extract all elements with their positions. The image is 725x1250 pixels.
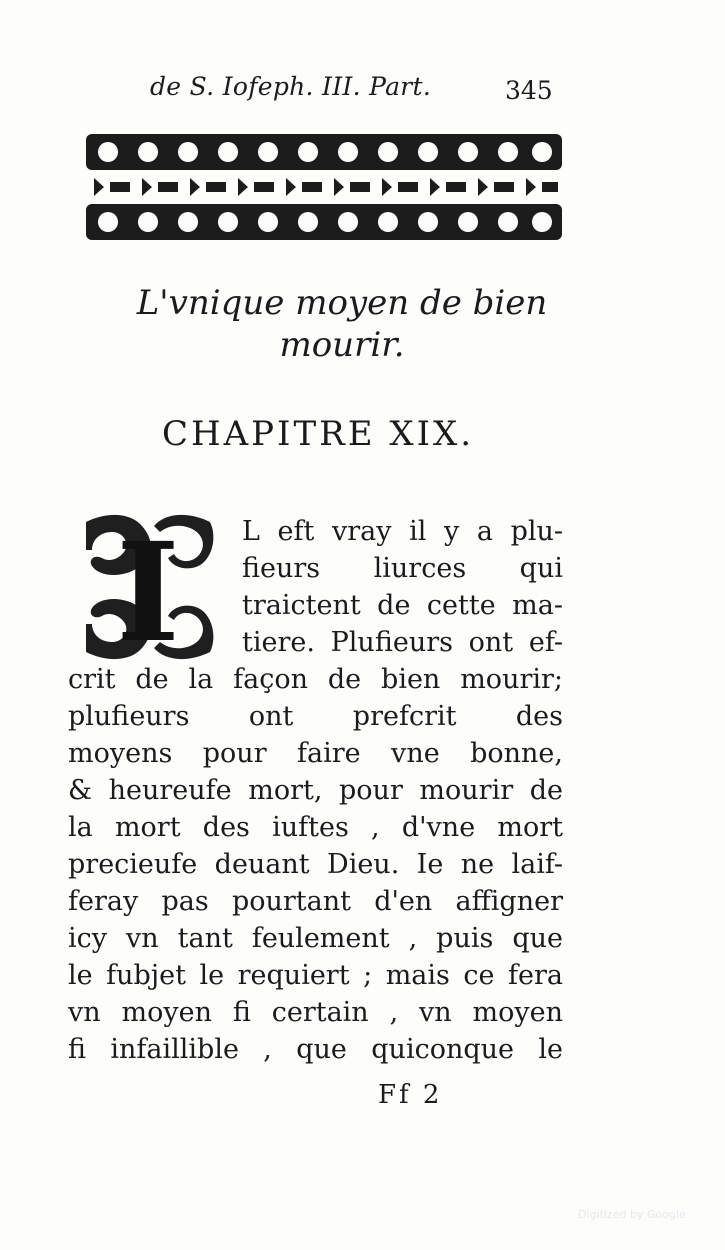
body-line-11: feray pas pourtant d'en affigner bbox=[68, 886, 563, 917]
body-line-15: fi infaillible , que quiconque le bbox=[68, 1034, 563, 1065]
drop-cap-letter: I bbox=[116, 513, 180, 662]
body-line-9: la mort des iuftes , d'vne mort bbox=[68, 812, 563, 843]
body-line-10: precieufe deuant Dieu. Ie ne laif- bbox=[68, 849, 563, 880]
body-line-6: plufieurs ont prefcrit des bbox=[68, 701, 563, 732]
body-line-12: icy vn tant feulement , puis que bbox=[68, 923, 563, 954]
body-line-7: moyens pour faire vne bonne, bbox=[68, 738, 563, 769]
body-line-1: L eft vray il y a plu- bbox=[242, 516, 563, 547]
body-line-4: tiere. Plufieurs ont ef- bbox=[242, 627, 563, 658]
chapter-title bbox=[92, 282, 592, 366]
chapter-heading: CHAPITRE XIX. bbox=[161, 414, 475, 454]
chapter-title-line-1: L'vnique moyen de bien bbox=[136, 283, 548, 323]
signature-mark: Ff 2 bbox=[378, 1080, 443, 1110]
body-line-13: le fubjet le requiert ; mais ce fera bbox=[68, 960, 563, 991]
running-head: de S. Iofeph. III. Part. bbox=[150, 72, 432, 101]
ornament-band bbox=[86, 134, 562, 240]
body-line-3: traictent de cette ma- bbox=[242, 590, 563, 621]
body-line-2: fieurs liurces qui bbox=[242, 553, 563, 584]
body-line-8: & heureufe mort, pour mourir de bbox=[68, 775, 563, 806]
watermark: Digitized by Google bbox=[578, 1208, 686, 1221]
chapter-title-line-2: mourir. bbox=[279, 325, 405, 365]
drop-cap bbox=[78, 512, 218, 662]
page-number: 345 bbox=[505, 76, 553, 105]
body-line-5: crit de la façon de bien mourir; bbox=[68, 664, 563, 695]
body-line-14: vn moyen fi certain , vn moyen bbox=[68, 997, 563, 1028]
